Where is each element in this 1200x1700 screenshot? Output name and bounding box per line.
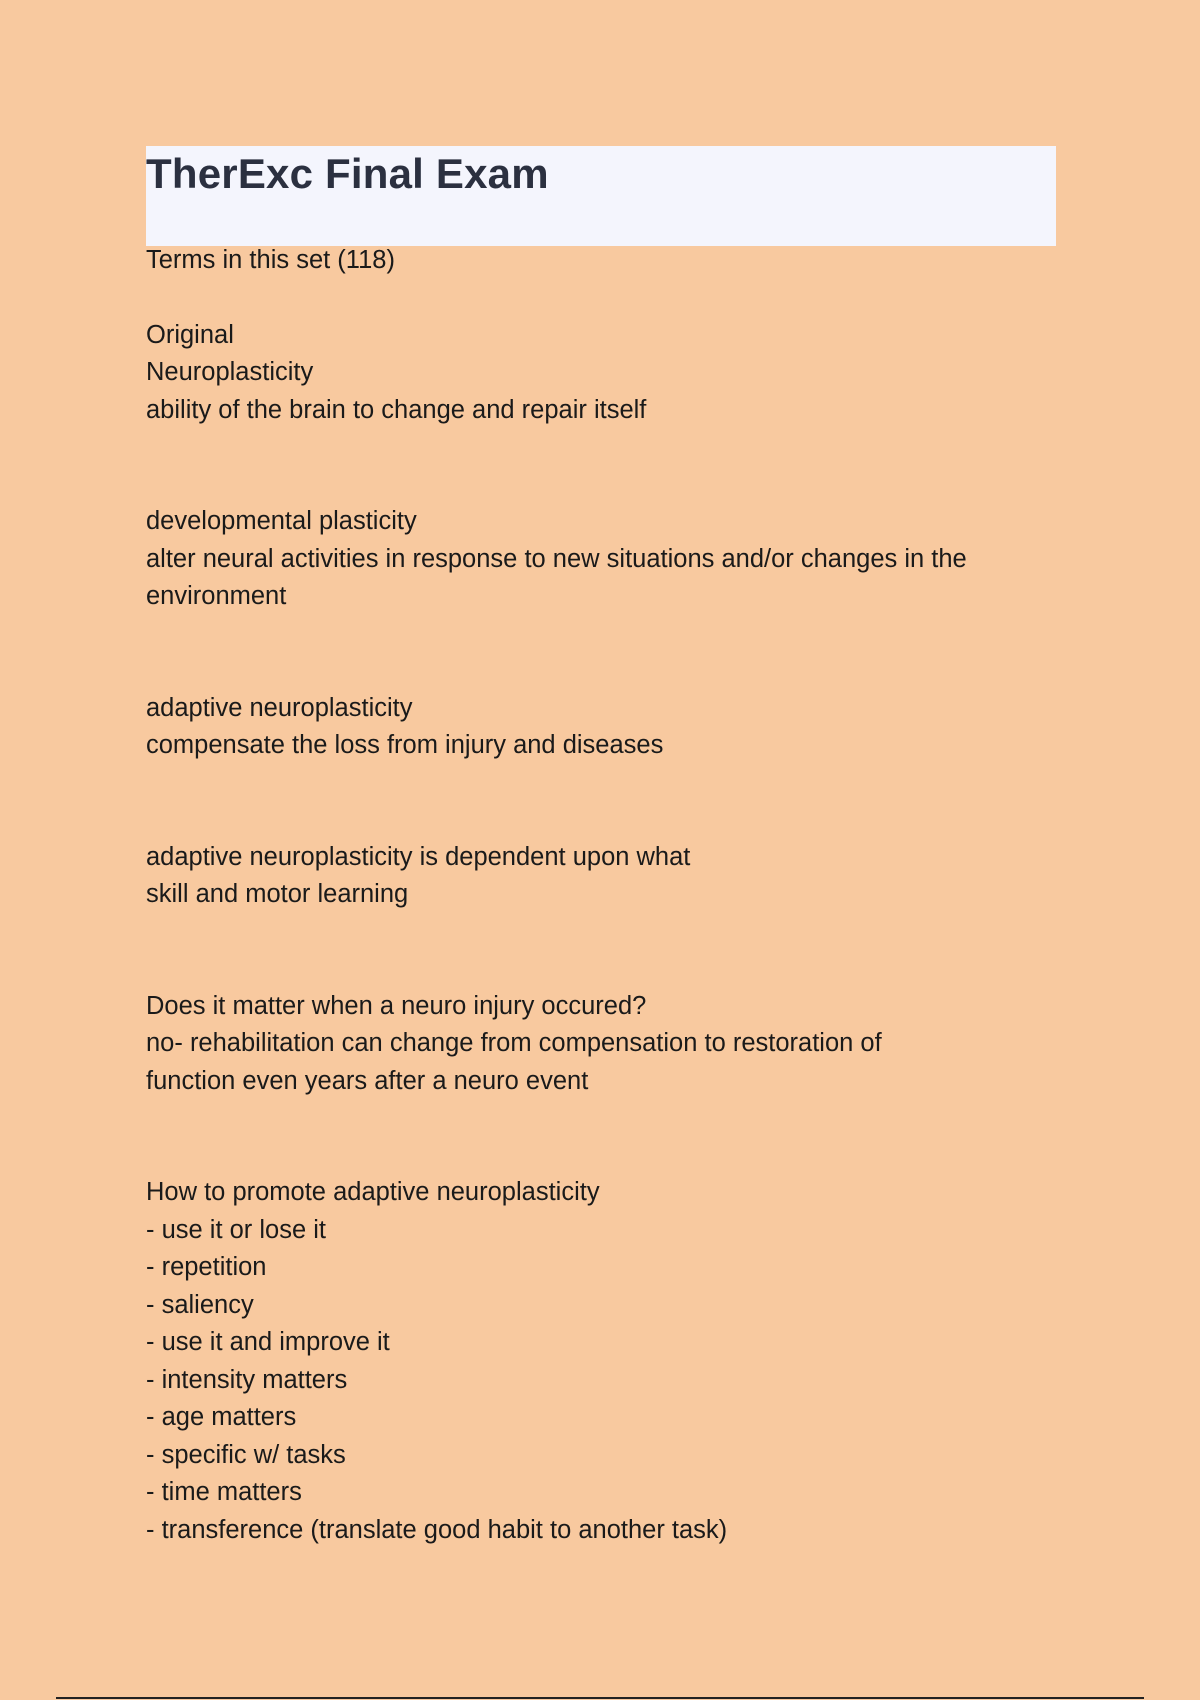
title-banner (146, 146, 1056, 246)
card-definition: environment (146, 582, 287, 610)
card-list-item: - time matters (146, 1478, 302, 1506)
term-card (146, 503, 1066, 616)
page-divider (56, 1697, 1144, 1699)
card-list-item: - transference (translate good habit to another task) (146, 1515, 728, 1544)
card-list-item: - age matters (146, 1403, 297, 1431)
terms-count: Terms in this set (118) (146, 246, 395, 274)
term-card (146, 690, 1066, 765)
term-card (146, 317, 1066, 430)
card-term: developmental plasticity (146, 507, 417, 535)
page-title: TherExc Final Exam (146, 150, 549, 197)
card-term: How to promote adaptive neuroplasticity (146, 1178, 600, 1206)
card-list-item: - use it and improve it (146, 1328, 390, 1356)
card-term: Does it matter when a neuro injury occured? (146, 991, 647, 1020)
card-definition: ability of the brain to change and repair itself (146, 395, 647, 424)
card-definition: no- rehabilitation can change from compensation to restoration of (146, 1029, 882, 1057)
term-card (146, 1174, 1066, 1549)
flashcard-list (146, 242, 1066, 1623)
card-line: Original (146, 320, 234, 349)
card-list-item: - saliency (146, 1290, 254, 1319)
card-definition: compensate the loss from injury and diseases (146, 731, 664, 759)
card-list-item: - specific w/ tasks (146, 1440, 346, 1469)
card-definition: skill and motor learning (146, 880, 409, 908)
card-list-item: - use it or lose it (146, 1215, 326, 1244)
card-definition: alter neural activities in response to new situations and/or changes in the (146, 544, 967, 573)
term-card (146, 988, 1066, 1101)
card-term: adaptive neuroplasticity (146, 693, 413, 722)
card-definition: function even years after a neuro event (146, 1066, 589, 1095)
card-list-item: - intensity matters (146, 1365, 348, 1394)
card-list-item: - repetition (146, 1253, 267, 1281)
term-card (146, 839, 1066, 914)
card-term: Neuroplasticity (146, 358, 314, 386)
card-term: adaptive neuroplasticity is dependent upon what (146, 842, 691, 871)
